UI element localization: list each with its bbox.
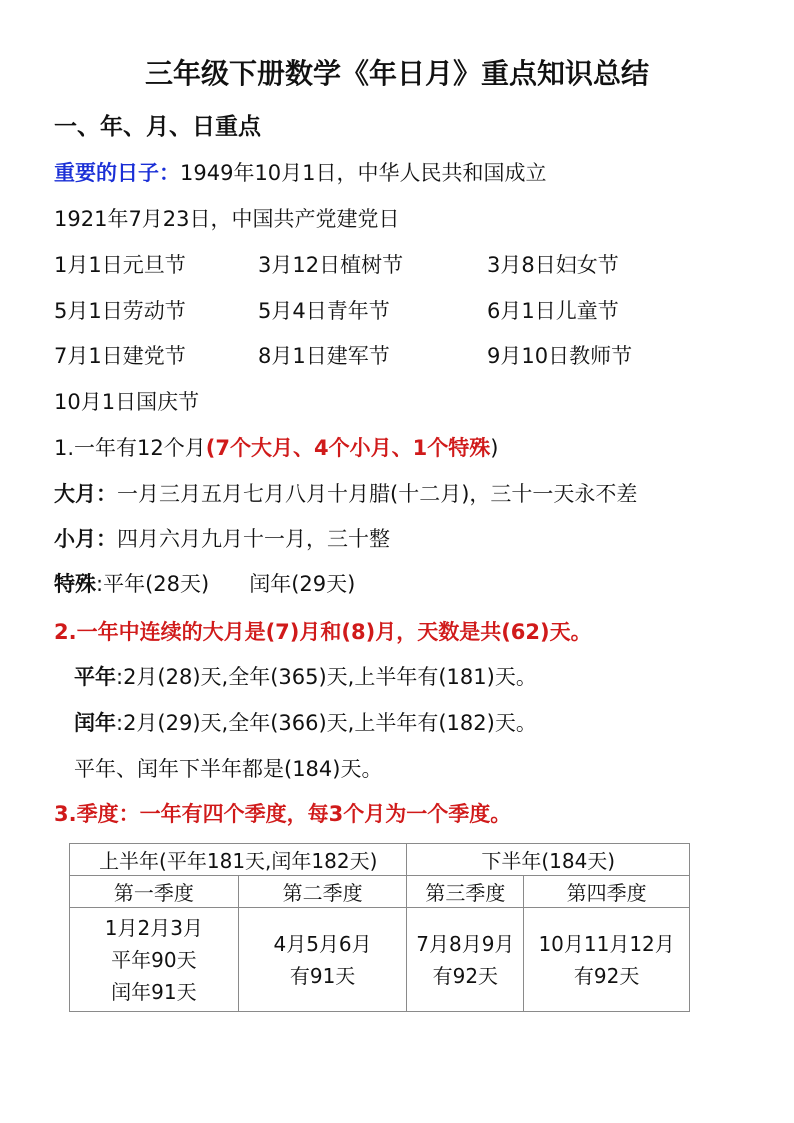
point-1-highlight: (7个大月、4个小月、1个特殊 <box>205 436 491 460</box>
holiday-item: 5月1日劳动节 <box>54 299 186 323</box>
table-row <box>70 876 690 908</box>
leap-year-text: :2月(29)天,全年(366)天,上半年有(182)天。 <box>116 711 537 735</box>
point-1-suffix: ) <box>490 436 499 460</box>
quarter-header: 第三季度 <box>407 876 524 908</box>
big-month-line <box>54 479 637 509</box>
q1-months: 1月2月3月 <box>104 915 203 940</box>
small-month-label: 小月： <box>54 527 117 551</box>
important-day-2: 1921年7月23日，中国共产党建党日 <box>54 207 400 231</box>
small-month-line <box>54 524 390 554</box>
q1-common: 平年90天 <box>111 947 197 972</box>
quarter-header: 第四季度 <box>524 876 690 908</box>
point-1 <box>54 433 498 463</box>
second-half-line: 平年、闰年下半年都是(184)天。 <box>74 757 383 781</box>
q1-leap: 闰年91天 <box>111 979 197 1004</box>
common-year-text: :2月(28)天,全年(365)天,上半年有(181)天。 <box>116 665 537 689</box>
q2-days: 有91天 <box>289 963 356 988</box>
quarter-header: 第一季度 <box>70 876 239 908</box>
quarter-header: 第二季度 <box>238 876 407 908</box>
section-heading: 一、年、月、日重点 <box>54 114 261 140</box>
holiday-item: 1月1日元旦节 <box>54 253 186 277</box>
q4-months: 10月11月12月 <box>538 931 675 956</box>
holiday-item: 9月10日教师节 <box>487 344 633 368</box>
q4-cell <box>524 908 690 1012</box>
first-half-header: 上半年(平年181天,闰年182天) <box>70 844 407 876</box>
q3-days: 有92天 <box>432 963 499 988</box>
important-day-1: 1949年10月1日，中华人民共和国成立 <box>180 161 547 185</box>
point-1-prefix: 1.一年有12个月 <box>54 436 206 460</box>
point-3: 3.季度：一年有四个季度，每3个月为一个季度。 <box>54 802 512 826</box>
important-day-line <box>54 158 547 188</box>
leap-year-label: 闰年 <box>74 711 116 735</box>
big-month-text: 一月三月五月七月八月十月腊(十二月)，三十一天永不差 <box>117 482 638 506</box>
table-row <box>70 844 690 876</box>
second-half-header: 下半年(184天) <box>407 844 690 876</box>
q2-cell <box>238 908 407 1012</box>
holiday-item: 6月1日儿童节 <box>487 299 619 323</box>
holiday-item: 7月1日建党节 <box>54 344 186 368</box>
special-label: 特殊 <box>54 572 96 596</box>
holiday-item: 10月1日国庆节 <box>54 390 200 414</box>
common-year-label: 平年 <box>74 665 116 689</box>
q4-days: 有92天 <box>573 963 640 988</box>
quarters-table <box>69 843 690 1012</box>
important-days-label: 重要的日子： <box>54 161 180 185</box>
page-title: 三年级下册数学《年日月》重点知识总结 <box>144 57 649 90</box>
leap-year-line <box>74 708 537 738</box>
common-year-line <box>74 662 537 692</box>
special-line <box>54 569 355 599</box>
q1-cell <box>70 908 239 1012</box>
special-text: :平年(28天) 闰年(29天) <box>96 572 356 596</box>
holiday-item: 3月12日植树节 <box>258 253 404 277</box>
point-2: 2.一年中连续的大月是(7)月和(8)月，天数是共(62)天。 <box>54 620 592 644</box>
q2-months: 4月5月6月 <box>273 931 372 956</box>
table-row <box>70 908 690 1012</box>
small-month-text: 四月六月九月十一月，三十整 <box>117 527 390 551</box>
q3-cell <box>407 908 524 1012</box>
holiday-item: 5月4日青年节 <box>258 299 390 323</box>
holiday-item: 8月1日建军节 <box>258 344 390 368</box>
holiday-item: 3月8日妇女节 <box>487 253 619 277</box>
q3-months: 7月8月9月 <box>416 931 515 956</box>
big-month-label: 大月： <box>54 482 117 506</box>
